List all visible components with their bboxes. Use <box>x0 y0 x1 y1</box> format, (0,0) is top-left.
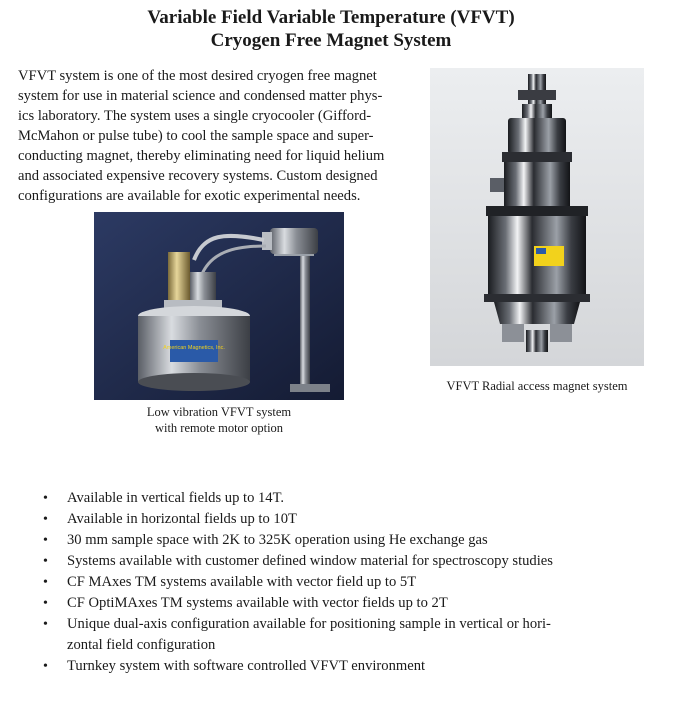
feature-text: Unique dual-axis configuration available for positioning sample in vertical or hori- <box>67 616 551 632</box>
feature-text: Systems available with customer defined window material for spectroscopy studies <box>67 553 553 569</box>
bullet-icon: • <box>43 554 48 569</box>
bullet-icon: • <box>43 596 48 611</box>
bullet-icon: • <box>43 575 48 590</box>
intro-line: conducting magnet, thereby eliminating need for liquid helium <box>18 148 385 164</box>
photo-low-vibration-vfvt-system <box>94 212 344 400</box>
bullet-icon: • <box>43 512 48 527</box>
photo-left-caption-line-2: with remote motor option <box>154 421 284 435</box>
photo-left-caption-line-1: Low vibration VFVT system <box>146 405 292 419</box>
bullet-icon: • <box>43 659 48 674</box>
list-item <box>40 593 640 614</box>
bullet-icon: • <box>43 491 48 506</box>
list-item <box>40 551 640 572</box>
list-item <box>40 572 640 593</box>
bullet-icon: • <box>43 533 48 548</box>
intro-line: McMahon or pulse tube) to cool the sample space and super- <box>18 128 374 144</box>
feature-text: 30 mm sample space with 2K to 325K operation using He exchange gas <box>67 532 488 548</box>
photo-right-illustration <box>430 68 644 366</box>
list-item <box>40 530 640 551</box>
feature-text: Available in vertical fields up to 14T. <box>67 490 285 506</box>
list-item <box>40 614 640 656</box>
list-item <box>40 488 640 509</box>
feature-text: CF OptiMAxes TM systems available with vector fields up to 2T <box>67 595 448 611</box>
title-line-2: Cryogen Free Magnet System <box>210 30 452 51</box>
photo-right-caption: VFVT Radial access magnet system <box>446 379 628 393</box>
intro-line: and associated expensive recovery systems. Custom designed <box>18 168 378 184</box>
feature-list <box>40 488 640 677</box>
bullet-icon: • <box>43 617 48 632</box>
photo-left-illustration <box>94 212 344 400</box>
page-title <box>0 6 662 52</box>
photo-radial-access-magnet-system <box>430 68 644 366</box>
photo-left-caption <box>94 404 344 436</box>
intro-line: system for use in material science and condensed matter phys- <box>18 88 383 104</box>
feature-text-continued: zontal field configuration <box>67 637 216 653</box>
photo-left-label-text: American Magnetics, Inc. <box>163 345 225 351</box>
intro-line: configurations are available for exotic experimental needs. <box>18 188 361 204</box>
feature-text: CF MAxes TM systems available with vector field up to 5T <box>67 574 417 590</box>
intro-line: VFVT system is one of the most desired cryogen free magnet <box>18 68 377 84</box>
feature-text: Available in horizontal fields up to 10T <box>67 511 297 527</box>
feature-text: Turnkey system with software controlled VFVT environment <box>67 658 426 674</box>
intro-line: ics laboratory. The system uses a single cryocooler (Gifford- <box>18 108 372 124</box>
intro-paragraph <box>18 66 422 206</box>
list-item <box>40 509 640 530</box>
list-item <box>40 656 640 677</box>
title-line-1: Variable Field Variable Temperature (VFVT) <box>147 7 515 28</box>
